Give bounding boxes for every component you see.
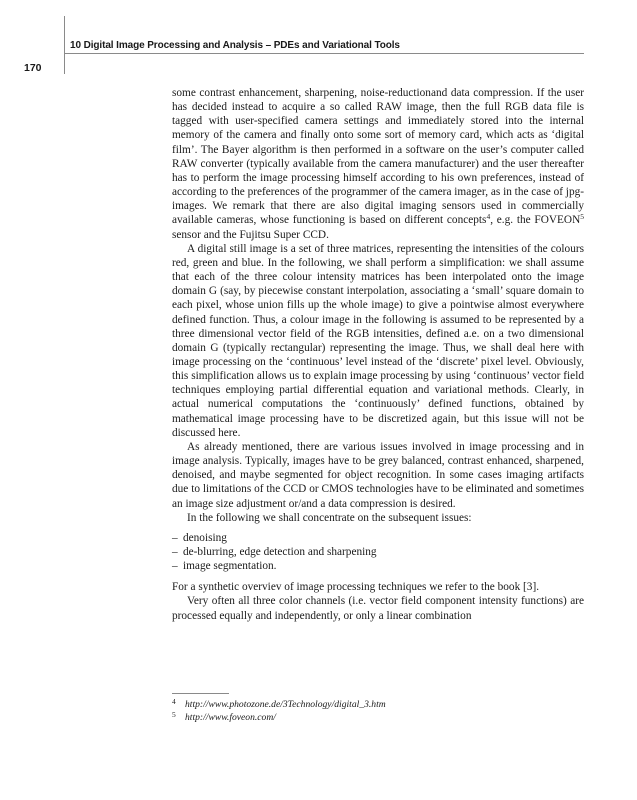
paragraph-3: As already mentioned, there are various issues involved in image processing and in image analysis. Typically, images have to be grey balanced, contrast enhanced, sharpened, denoised, and maybe segmented for object recognition. In some cases imaging artifacts due to limitations of the CCD or CMOS technologies have to be eliminated and sometimes an image size adjustment or/and a data compression is desired. [172,440,584,510]
paragraph-1-text-c: sensor and the Fujitsu Super CCD. [172,228,329,241]
paragraph-5: For a synthetic overviev of image processing techniques we refer to the book [3]. [172,581,540,594]
footnote-link[interactable]: http://www.photozone.de/3Technology/digital_3.htm [185,699,386,710]
list-item-text: image segmentation. [183,560,277,573]
page-number: 170 [24,62,42,74]
running-head: 10 Digital Image Processing and Analysis – PDEs and Variational Tools [70,40,400,51]
footnote-ref-5[interactable]: 5 [580,212,584,222]
footnote-ref-4[interactable]: 4 [486,212,491,222]
list-item [172,559,584,573]
list-marker: – [172,531,178,544]
list-item [172,545,584,559]
list-item [172,531,584,545]
paragraph-4: In the following we shall concentrate on the subsequent issues: [187,511,472,524]
footnote-5: 5 http://www.foveon.com/ [172,709,276,723]
body-text [172,86,584,623]
list-item-text: de-blurring, edge detection and sharpening [183,546,377,558]
footnote-4: 4 http://www.photozone.de/3Technology/digital_3.htm [172,697,386,710]
footnote-link[interactable]: http://www.foveon.com/ [185,711,276,723]
paragraph-1-text-b: , e.g. the FOVEON [490,214,581,227]
paragraph-1-text-a: some contrast enhancement, sharpening, noise-reductionand data compression. If the user has decided instead to acquire a so called RAW image, then the full RGB data file is tagged with user-specified camera settings and immediately stored into the internal memory of the camera and finally onto some sort of memory card, which acts as ‘digital film’. The Bayer algorithm is then performed in a software on the user’s computer called RAW converter (typically available from the camera manufacturer) and the user thereafter has to perform the image processing himself according to his own preferences, instead of according to the preferences of the programmer of the camera imager, as in the case of jpg-images. We remark that there are also digital imaging sensors used in commercially available cameras, whose functioning is based on different concepts [172,87,585,227]
footnotes [172,699,386,724]
issue-list [172,531,584,573]
list-marker: – [172,560,178,573]
paragraph-6: Very often all three color channels (i.e. vector field component intensity functions) are processed equally and independently, or only a linear combination [172,595,584,622]
paragraph-2: A digital still image is a set of three matrices, representing the intensities of the colours red, green and blue. In the following, we shall perform a simplification: we shall assume that each of the three colour intensity matrices has been interpolated onto the image domain G (say, by piecewise constant interpolation, associating a ‘small’ square domain to each pixel, whose union fills up the whole image) to give a pointwise almost everywhere defined function. Thus, a colour image in the following is assumed to be represented by a three dimensional vector field of the RGB intensities, defined a.e. on a two dimensional domain G (typically rectangular) representing the image. Thus, we shall deal here with image processing on the ‘continuous’ level instead of the ‘discrete’ pixel level. Obviously, this simplification allows us to explain image processing by using ‘continuous’ vector field techniques employing partial differential equation and variational methods. Clearly, in actual numerical computations the ‘continuously’ defined functions, obtained by mathematical image processing have to be discretized again, but this issue will not be discussed here. [172,242,584,439]
paragraph-1 [172,86,584,242]
list-marker: – [172,546,178,558]
list-item-text: denoising [183,531,227,544]
header-vertical-rule [64,16,65,74]
header-rule [64,53,584,54]
footnote-rule [172,693,229,694]
